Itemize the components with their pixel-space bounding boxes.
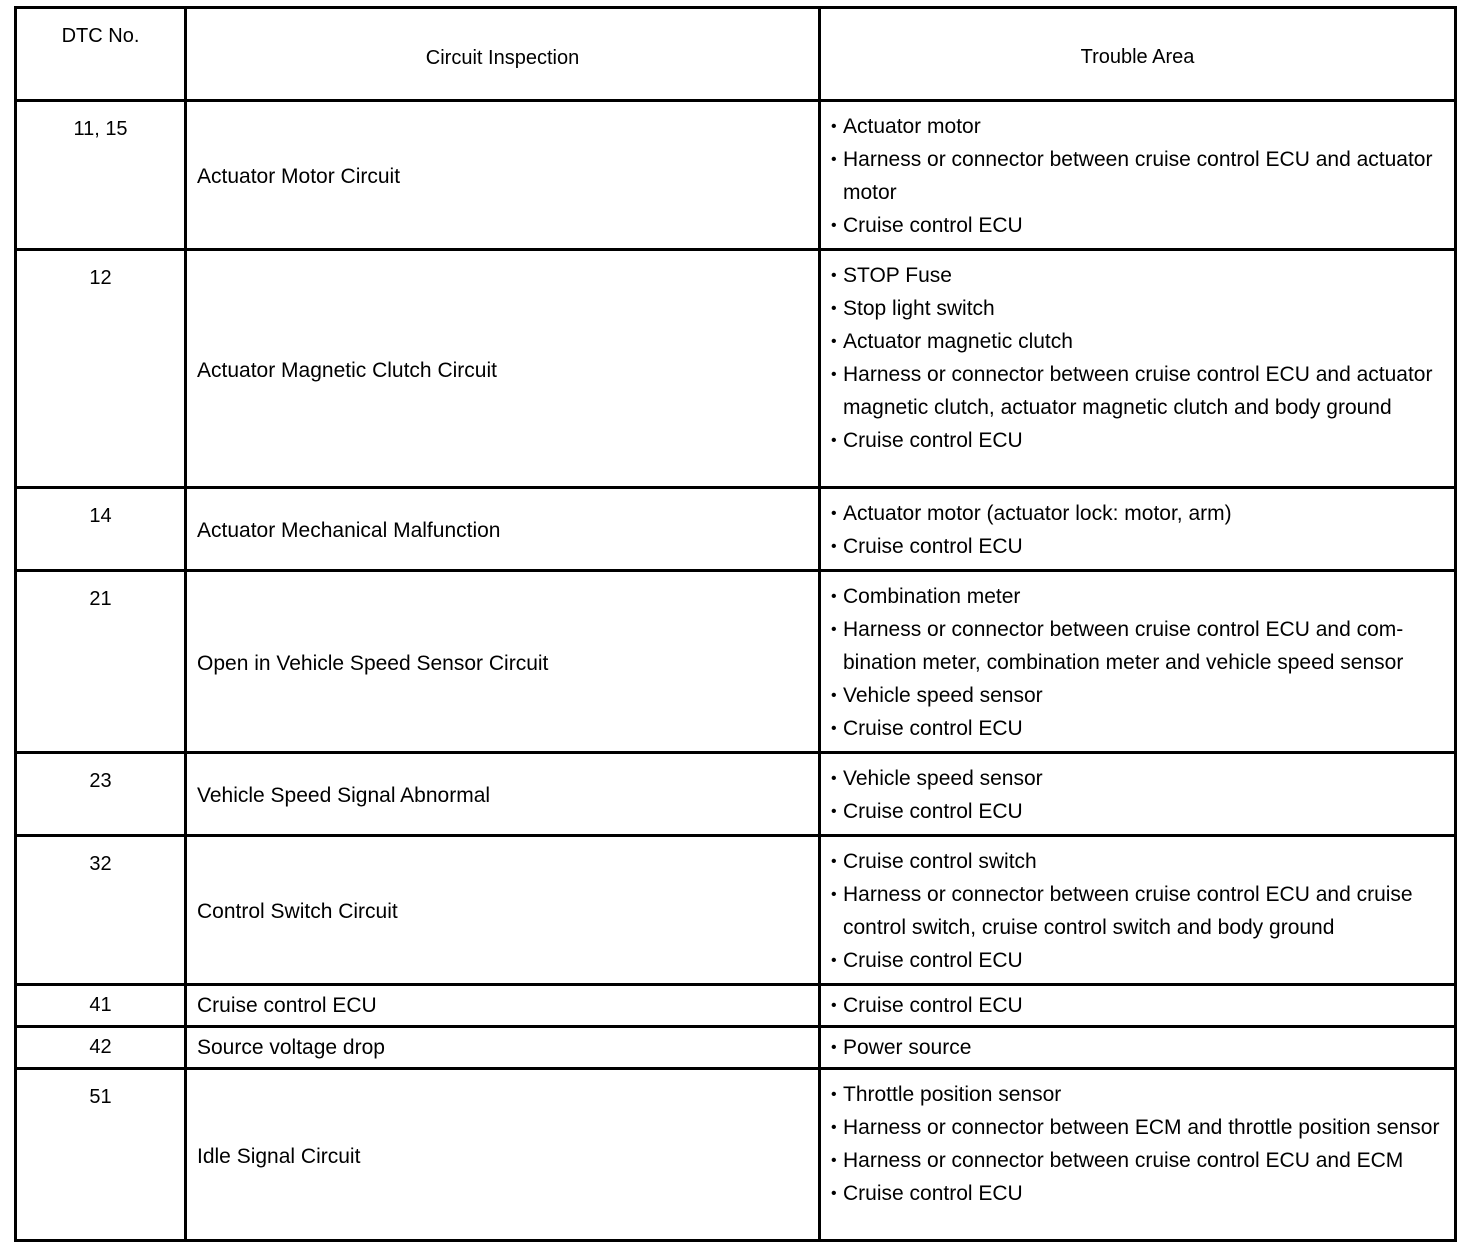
trouble-area-list	[831, 259, 1442, 457]
trouble-area-cell	[820, 1027, 1456, 1069]
circuit-inspection-cell: Idle Signal Circuit	[186, 1069, 820, 1241]
circuit-inspection-cell: Actuator Motor Circuit	[186, 101, 820, 250]
dtc-number-cell: 11, 15	[16, 101, 186, 250]
dtc-number-cell: 42	[16, 1027, 186, 1069]
trouble-area-list	[831, 1078, 1442, 1210]
header-row	[16, 8, 1456, 101]
trouble-area-item: • Cruise control ECU	[831, 989, 1442, 1022]
trouble-area-cell	[820, 250, 1456, 488]
trouble-area-cell	[820, 488, 1456, 571]
trouble-area-list	[831, 845, 1442, 977]
trouble-area-item: • Actuator magnetic clutch	[831, 325, 1442, 358]
table-row	[16, 1069, 1456, 1241]
trouble-area-item: • STOP Fuse	[831, 259, 1442, 292]
header-dtc-no: DTC No.	[16, 8, 186, 101]
table-row	[16, 250, 1456, 488]
dtc-number-cell: 12	[16, 250, 186, 488]
trouble-area-item: • Harness or connector between ECM and throttle position sensor	[831, 1111, 1442, 1144]
trouble-area-item: • Combination meter	[831, 580, 1442, 613]
trouble-area-item: • Stop light switch	[831, 292, 1442, 325]
table-row	[16, 753, 1456, 836]
trouble-area-item: • Throttle position sensor	[831, 1078, 1442, 1111]
trouble-area-item: • Vehicle speed sensor	[831, 762, 1442, 795]
trouble-area-item: • Harness or connector between cruise control ECU and actuator magnetic clutch, actuator magnetic clutch and body ground	[831, 358, 1442, 424]
header-circuit-inspection: Circuit Inspection	[186, 8, 820, 101]
table-body	[16, 101, 1456, 1241]
dtc-table	[14, 6, 1457, 1242]
trouble-area-item: • Harness or connector between cruise control ECU and cruise control switch, cruise control switch and body ground	[831, 878, 1442, 944]
trouble-area-item: • Cruise control ECU	[831, 712, 1442, 745]
trouble-area-cell	[820, 571, 1456, 753]
trouble-area-item: • Cruise control ECU	[831, 944, 1442, 977]
table-row	[16, 836, 1456, 985]
trouble-area-list	[831, 1031, 1442, 1064]
trouble-area-list	[831, 497, 1442, 563]
dtc-number-cell: 14	[16, 488, 186, 571]
trouble-area-cell	[820, 836, 1456, 985]
trouble-area-item: • Power source	[831, 1031, 1442, 1064]
dtc-number-cell: 41	[16, 985, 186, 1027]
trouble-area-item: • Vehicle speed sensor	[831, 679, 1442, 712]
circuit-inspection-cell: Actuator Mechanical Malfunction	[186, 488, 820, 571]
circuit-inspection-cell: Actuator Magnetic Clutch Circuit	[186, 250, 820, 488]
table-header	[16, 8, 1456, 101]
trouble-area-list	[831, 989, 1442, 1022]
dtc-number-cell: 51	[16, 1069, 186, 1241]
trouble-area-item: • Cruise control switch	[831, 845, 1442, 878]
table-row	[16, 101, 1456, 250]
trouble-area-cell	[820, 753, 1456, 836]
trouble-area-item: • Harness or connector between cruise control ECU and ECM	[831, 1144, 1442, 1177]
circuit-inspection-cell: Control Switch Circuit	[186, 836, 820, 985]
trouble-area-item: • Harness or connector between cruise control ECU and actuator motor	[831, 143, 1442, 209]
table-row	[16, 985, 1456, 1027]
trouble-area-item: • Cruise control ECU	[831, 1177, 1442, 1210]
trouble-area-item: • Harness or connector between cruise control ECU and com-bination meter, combination meter and vehicle speed sensor	[831, 613, 1442, 679]
table-row	[16, 1027, 1456, 1069]
trouble-area-item: • Cruise control ECU	[831, 795, 1442, 828]
trouble-area-list	[831, 580, 1442, 745]
dtc-number-cell: 32	[16, 836, 186, 985]
trouble-area-cell	[820, 985, 1456, 1027]
trouble-area-list	[831, 762, 1442, 828]
dtc-number-cell: 23	[16, 753, 186, 836]
circuit-inspection-cell: Cruise control ECU	[186, 985, 820, 1027]
table-row	[16, 571, 1456, 753]
trouble-area-list	[831, 110, 1442, 242]
trouble-area-cell	[820, 1069, 1456, 1241]
dtc-number-cell: 21	[16, 571, 186, 753]
circuit-inspection-cell: Source voltage drop	[186, 1027, 820, 1069]
trouble-area-item: • Actuator motor (actuator lock: motor, arm)	[831, 497, 1442, 530]
table-row	[16, 488, 1456, 571]
trouble-area-cell	[820, 101, 1456, 250]
trouble-area-item: • Actuator motor	[831, 110, 1442, 143]
trouble-area-item: • Cruise control ECU	[831, 530, 1442, 563]
circuit-inspection-cell: Vehicle Speed Signal Abnormal	[186, 753, 820, 836]
header-trouble-area: Trouble Area	[820, 8, 1456, 101]
trouble-area-item: • Cruise control ECU	[831, 424, 1442, 457]
trouble-area-item: • Cruise control ECU	[831, 209, 1442, 242]
circuit-inspection-cell: Open in Vehicle Speed Sensor Circuit	[186, 571, 820, 753]
